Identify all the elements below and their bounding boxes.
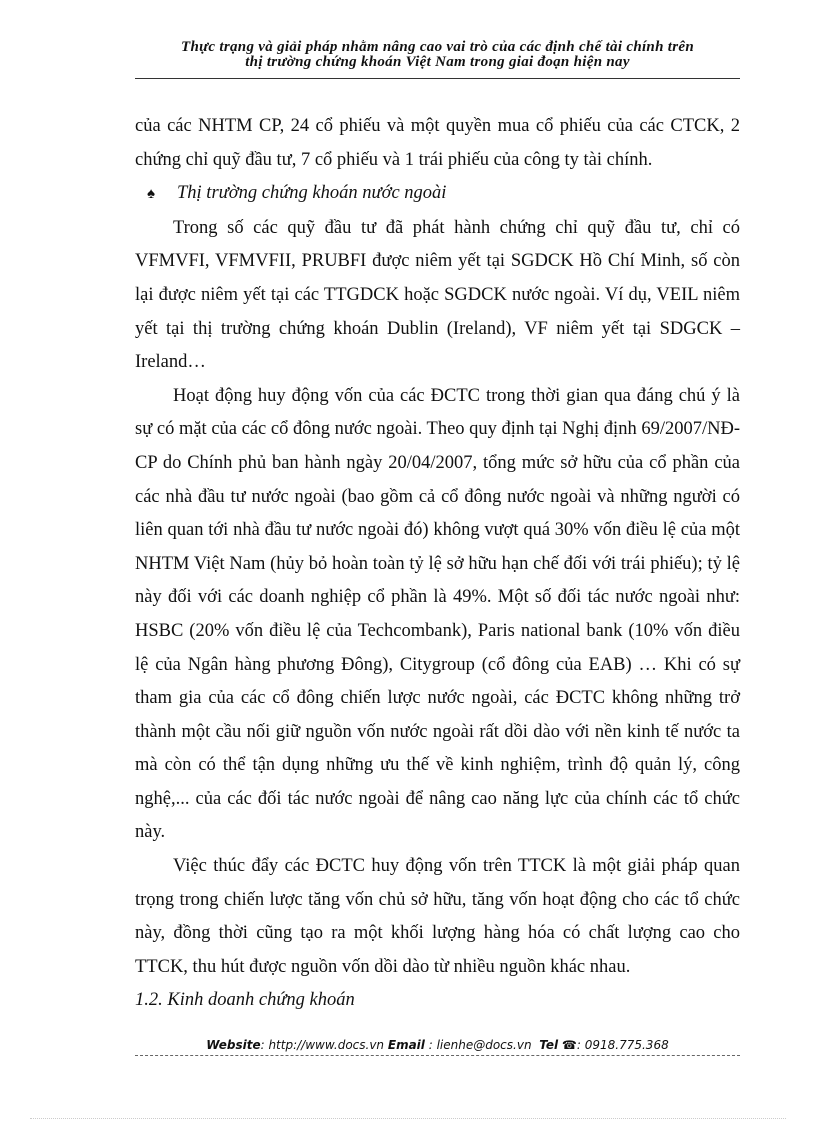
spade-bullet-icon: ♠ — [147, 186, 155, 203]
footer-email-label: Email — [387, 1038, 425, 1052]
page-header — [135, 40, 740, 70]
footer-tel-value: : 0918.775.368 — [576, 1038, 669, 1052]
footer-email-link[interactable]: : lienhe@docs.vn — [424, 1038, 532, 1052]
section-heading: 1.2. Kinh doanh chứng khoán — [135, 990, 355, 1011]
header-title-line-1: Thực trạng và giải pháp nhằm nâng cao vai trò của các định chế tài chính trên — [181, 39, 694, 55]
header-divider — [135, 78, 740, 79]
page-bottom-divider — [30, 1118, 786, 1119]
document-body — [135, 110, 740, 1018]
bullet-heading — [135, 177, 740, 212]
paragraph-1: của các NHTM CP, 24 cổ phiếu và một quyền mua cổ phiếu của các CTCK, 2 chứng chỉ quỹ đầu tư, 7 cổ phiếu và 1 trái phiếu của công ty tài chính. — [135, 116, 740, 170]
header-title-line-2: thị trường chứng khoán Việt Nam trong giai đoạn hiện nay — [245, 54, 630, 70]
page-footer — [135, 1038, 740, 1052]
phone-icon: ☎ — [561, 1038, 577, 1052]
bullet-heading-text: Thị trường chứng khoán nước ngoài — [177, 183, 447, 204]
footer-tel-label: Tel — [539, 1038, 559, 1052]
footer-divider — [135, 1055, 740, 1056]
paragraph-3: Hoạt động huy động vốn của các ĐCTC trong thời gian qua đáng chú ý là sự có mặt của các cổ đông nước ngoài. Theo quy định tại Nghị định 69/2007/NĐ-CP do Chính phủ ban hành ngày 20/04/2007, tổng mức sở hữu của cổ phần của các nhà đầu tư nước ngoài (bao gồm cả cổ đông nước ngoài và những người có liên quan tới nhà đầu tư nước ngoài đó) không vượt quá 30% vốn điều lệ của một NHTM Việt Nam (hủy bỏ hoàn toàn tỷ lệ sở hữu hạn chế đối với trái phiếu); tỷ lệ này đối với các doanh nghiệp cổ phần là 49%. Một số đối tác nước ngoài như: HSBC (20% vốn điều lệ của Techcombank), Paris national bank (10% vốn điều lệ của Ngân hàng phương Đông), Citygroup (cổ đông của EAB) … Khi có sự tham gia của các cổ đông chiến lược nước ngoài, các ĐCTC không những trở thành một cầu nối giữ nguồn vốn nước ngoài rất dồi dào với nền kinh tế nước ta mà còn có thể tận dụng những ưu thế về kinh nghiệm, trình độ quản lý, công nghệ,... của các đối tác nước ngoài để nâng cao năng lực của chính các tổ chức này. — [135, 385, 740, 843]
footer-website-link[interactable]: : http://www.docs.vn — [260, 1038, 385, 1052]
paragraph-4: Việc thúc đẩy các ĐCTC huy động vốn trên TTCK là một giải pháp quan trọng trong chiến lược tăng vốn chủ sở hữu, tăng vốn hoạt động cho các tổ chức này, đồng thời cũng tạo ra một khối lượng hàng hóa có chất lượng cao cho TTCK, thu hút được nguồn vốn dồi dào từ nhiều nguồn khác nhau. — [135, 856, 740, 977]
footer-website-label: Website — [206, 1038, 261, 1052]
paragraph-2: Trong số các quỹ đầu tư đã phát hành chứng chỉ quỹ đầu tư, chỉ có VFMVFI, VFMVFII, PRUBFI được niêm yết tại SGDCK Hồ Chí Minh, số còn lại được niêm yết tại các TTGDCK hoặc SGDCK nước ngoài. Ví dụ, VEIL niêm yết tại thị trường chứng khoán Dublin (Ireland), VF niêm yết tại SDGCK –Ireland… — [135, 217, 740, 373]
